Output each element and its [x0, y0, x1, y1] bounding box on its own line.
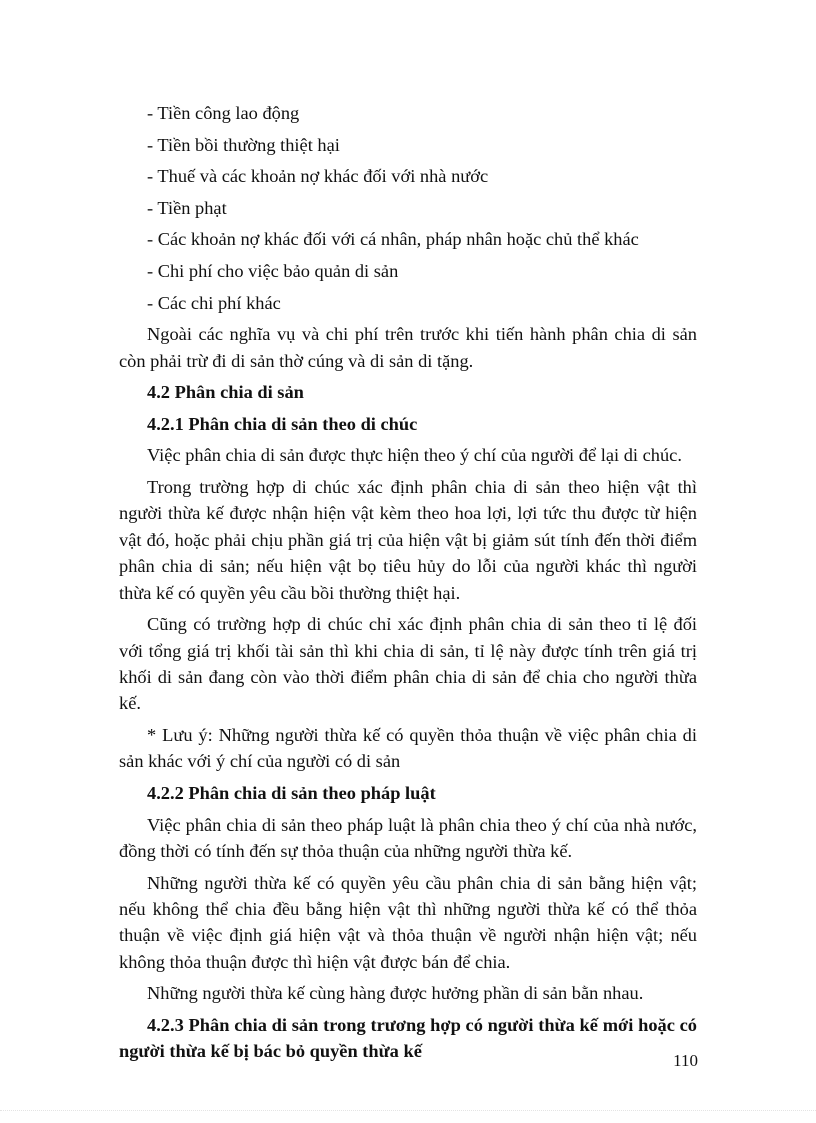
page-content: [119, 100, 697, 1070]
paragraph-will-3: Cũng có trường hợp di chúc chỉ xác định phân chia di sản theo tỉ lệ đối với tổng giá trị khối tài sản thì khi chia di sản, tỉ lệ này được tính trên giá trị khối di sản đang còn vào thời điểm phân chia di sản để chia cho người thừa kế.: [119, 614, 697, 714]
paragraph-will-1: Việc phân chia di sản được thực hiện theo ý chí của người để lại di chúc.: [147, 445, 682, 466]
page-bottom-divider: [0, 1110, 816, 1111]
paragraph-law-2: Những người thừa kế có quyền yêu cầu phân chia di sản bằng hiện vật; nếu không thể chia đều bằng hiện vật thì những người thừa kế có thể thỏa thuận về việc định giá hiện vật và thỏa thuận về người nhận hiện vật; nếu không thỏa thuận được thì hiện vật được bán để chia.: [119, 872, 697, 972]
paragraph-will-2: Trong trường hợp di chúc xác định phân chia di sản theo hiện vật thì người thừa kế được nhận hiện vật kèm theo hoa lợi, lợi tức thu được từ hiện vật đó, hoặc phải chịu phần giá trị của hiện vật bị giảm sút tính đến thời điểm phân chia di sản; nếu hiện vật bọ tiêu hủy do lỗi của người khác thì người thừa kế có quyền yêu cầu bồi thường thiệt hại.: [119, 476, 697, 603]
list-item: - Thuế và các khoản nợ khác đối với nhà nước: [147, 166, 489, 187]
paragraph-law-1: Việc phân chia di sản theo pháp luật là phân chia theo ý chí của nhà nước, đồng thời có tính đến sự thỏa thuận của những người thừa kế.: [119, 814, 697, 861]
list-item: - Tiền bồi thường thiệt hại: [147, 134, 340, 155]
page-number: 110: [673, 1051, 698, 1070]
heading-4-2-1: 4.2.1 Phân chia di sản theo di chúc: [147, 413, 418, 434]
obligation-list: [119, 100, 697, 316]
list-item: - Tiền công lao động: [147, 103, 300, 123]
heading-4-2-3: 4.2.3 Phân chia di sản trong trương hợp có người thừa kế mới hoặc có người thừa kế bị bác bỏ quyền thừa kế: [119, 1014, 697, 1062]
heading-4-2-2: 4.2.2 Phân chia di sản theo pháp luật: [147, 782, 436, 803]
list-item: - Các chi phí khác: [147, 292, 281, 313]
list-item: - Chi phí cho việc bảo quản di sản: [147, 260, 399, 281]
paragraph-note: * Lưu ý: Những người thừa kế có quyền thỏa thuận về việc phân chia di sản khác với ý chí của người có di sản: [119, 724, 697, 772]
list-item: - Tiền phạt: [147, 197, 227, 218]
list-item: - Các khoản nợ khác đối với cá nhân, pháp nhân hoặc chủ thể khác: [147, 229, 639, 250]
paragraph-obligations: Ngoài các nghĩa vụ và chi phí trên trước khi tiến hành phân chia di sản còn phải trừ đi di sản thờ cúng và di sản di tặng.: [119, 324, 697, 371]
heading-4-2: 4.2 Phân chia di sản: [147, 382, 304, 403]
paragraph-law-3: Những người thừa kế cùng hàng được hưởng phần di sản bằn nhau.: [147, 983, 644, 1004]
